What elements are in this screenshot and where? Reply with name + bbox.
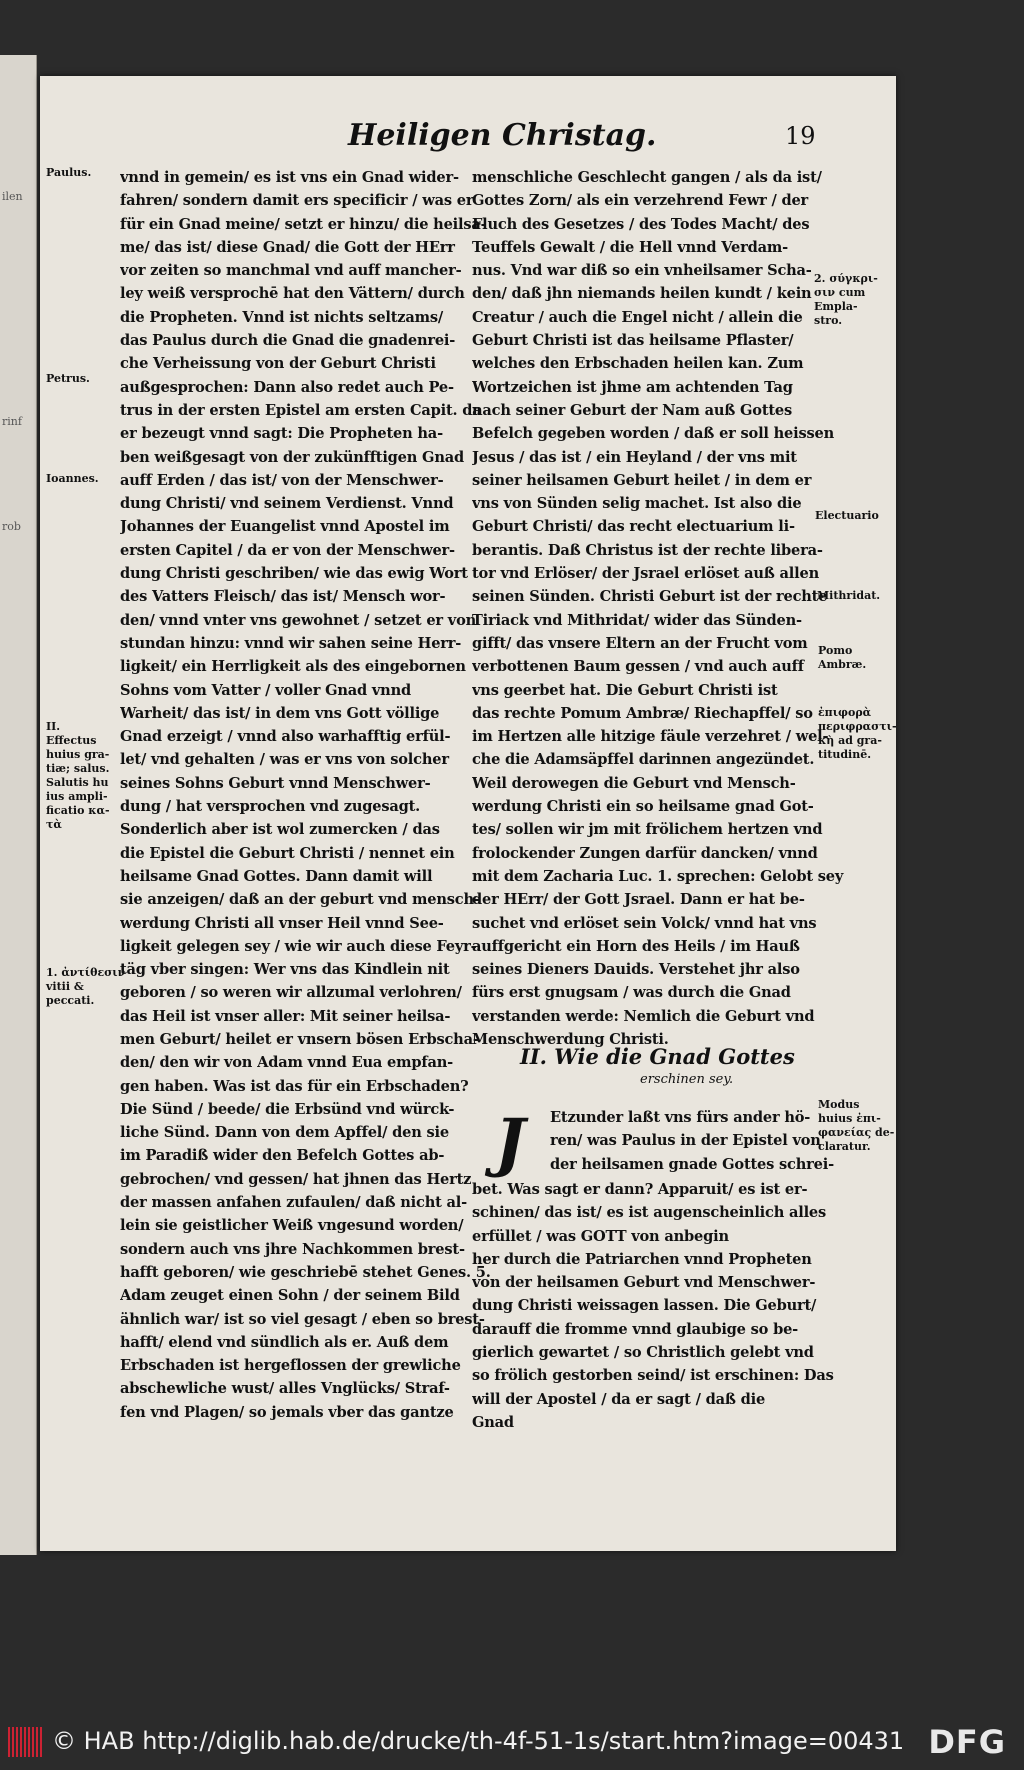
text-line: nus. Vnd war diß so ein vnheilsamer Scha-	[472, 262, 812, 280]
text-line: heilsame Gnad Gottes. Dann damit will	[120, 867, 433, 885]
text-line: erfüllet / was GOTT von anbegin	[472, 1227, 729, 1245]
margin-note-pomo: Pomo Ambræ.	[818, 644, 867, 671]
text-line: che die Adamsäpffel darinnen angezündet.	[472, 751, 815, 769]
text-line: die Propheten. Vnnd ist nichts seltzams/	[120, 308, 444, 326]
text-line: dung Christi geschriben/ wie das ewig Wort	[120, 565, 468, 583]
text-line: Fluch des Gesetzes / des Todes Macht/ des	[472, 215, 810, 233]
viewer-footer	[0, 1715, 1024, 1770]
text-line: sondern auch vns jhre Nachkommen brest-	[120, 1240, 465, 1258]
text-line: ligkeit gelegen sey / wie wir auch diese Feyr-	[120, 937, 477, 955]
text-line: Erbschaden ist hergeflossen der grewliche	[120, 1357, 461, 1375]
source-url-link[interactable]: © HAB http://diglib.hab.de/drucke/th-4f-51-1s/start.htm?image=00431	[52, 1727, 905, 1755]
text-line: Teuffels Gewalt / die Hell vnnd Verdam-	[472, 238, 788, 256]
text-line: Jesus / das ist / ein Heyland / der vns mit	[472, 448, 797, 466]
text-line: abschewliche wust/ alles Vnglücks/ Straf-	[120, 1380, 450, 1398]
margin-note-ioannes: Ioannes.	[46, 472, 99, 485]
text-line: außgesprochen: Dann also redet auch Pe-	[120, 378, 454, 396]
margin-note-petrus: Petrus.	[46, 372, 90, 385]
text-line: Die Sünd / beede/ die Erbsünd vnd würck-	[120, 1100, 455, 1118]
text-line: seinen Sünden. Christi Geburt ist der rechte	[472, 588, 828, 606]
text-line: me/ das ist/ diese Gnad/ die Gott der HErr	[120, 238, 455, 256]
text-line: ben weißgesagt von der zukünfftigen Gnad	[120, 448, 464, 466]
text-line: Befelch gegeben worden / daß er soll heissen	[472, 425, 835, 443]
text-line: ren/ was Paulus in der Epistel von	[550, 1132, 821, 1150]
text-line: das Paulus durch die Gnad die gnadenrei-	[120, 332, 456, 350]
text-line: er bezeugt vnnd sagt: Die Propheten ha-	[120, 425, 443, 443]
text-line: fürs erst gnugsam / was durch die Gnad	[472, 984, 791, 1002]
text-line: schinen/ das ist/ es ist augenscheinlich alles	[472, 1204, 827, 1222]
text-line: Sonderlich aber ist wol zumercken / das	[120, 821, 440, 839]
text-line: für ein Gnad meine/ setzt er hinzu/ die heilsa-	[120, 215, 487, 233]
text-line: des Vatters Fleisch/ das ist/ Mensch wor-	[120, 588, 446, 606]
adjacent-page-fragment: ilen	[2, 190, 23, 203]
margin-note-electuario: Electuario	[815, 509, 879, 522]
text-line: werdung Christi ein so heilsame gnad Got-	[472, 798, 814, 816]
text-line: bet. Was sagt er dann? Apparuit/ es ist er-	[472, 1181, 808, 1198]
text-line: verbottenen Baum gessen / vnd auch auff	[472, 658, 804, 676]
left-text-column	[120, 166, 498, 1424]
text-line: men Geburt/ heilet er vnsern bösen Erbscha-	[120, 1030, 479, 1048]
text-line: den/ daß jhn niemands heilen kundt / kein	[472, 285, 812, 303]
text-line: dung / hat versprochen vnd zugesagt.	[120, 798, 421, 816]
text-line: vor zeiten so manchmal vnd auff mancher-	[120, 262, 462, 280]
text-line: vnnd in gemein/ es ist vns ein Gnad wider-	[120, 169, 459, 186]
text-line: nach seiner Geburt der Nam auß Gottes	[472, 401, 793, 419]
margin-note-epiphora: ἐπιφορὰ περιφραστι- κὴ ad gra- titudinē.	[818, 706, 897, 761]
text-line: gifft/ das vnsere Eltern an der Frucht vom	[472, 634, 808, 652]
text-line: so frölich gestorben seind/ ist erschinen: Das	[472, 1367, 834, 1385]
adjacent-page-fragment: rinf	[2, 415, 22, 428]
text-line: Weil derowegen die Geburt vnd Mensch-	[472, 774, 796, 792]
text-line: werdung Christi all vnser Heil vnnd See-	[120, 914, 444, 932]
text-line: darauff die fromme vnnd glaubige so be-	[472, 1320, 799, 1338]
text-line: hafft/ elend vnd sündlich als er. Auß dem	[120, 1333, 449, 1351]
adjacent-page-strip	[0, 55, 37, 1555]
right-text-column-continued	[472, 1178, 852, 1434]
text-line: will der Apostel / da er sagt / daß die	[472, 1390, 766, 1408]
text-line: berantis. Daß Christus ist der rechte libera-	[472, 541, 823, 559]
text-line: Geburt Christi ist das heilsame Pflaster/	[472, 332, 794, 350]
text-line: sie anzeigen/ daß an der geburt vnd mensch-	[120, 891, 480, 909]
section-heading: II. Wie die Gnad Gottes	[520, 1044, 795, 1069]
text-line: verstanden werde: Nemlich die Geburt vnd	[472, 1007, 815, 1025]
text-line: geboren / so weren wir allzumal verlohren/	[120, 984, 462, 1002]
margin-note-effectus: II. Effectus huius gra- tiæ; salus. Salutis hu ius ampli- ficatio κα- τὰ	[46, 720, 110, 831]
text-line: stundan hinzu: vnnd wir sahen seine Herr-	[120, 634, 462, 652]
text-line: ersten Capitel / da er von der Menschwer-	[120, 541, 455, 559]
text-line: seines Dieners Dauids. Verstehet jhr also	[472, 961, 800, 979]
text-line: trus in der ersten Epistel am ersten Capit. da	[120, 401, 482, 419]
text-line: Etzunder laßt vns fürs ander hö-	[550, 1109, 811, 1126]
margin-note-paulus: Paulus.	[46, 166, 92, 179]
text-line: Tiriack vnd Mithridat/ wider das Sünden-	[472, 611, 802, 629]
text-line: der HErr/ der Gott Jsrael. Dann er hat be-	[472, 891, 805, 909]
text-line: die Epistel die Geburt Christi / nennet ein	[120, 844, 455, 862]
text-line: vns geerbet hat. Die Geburt Christi ist	[472, 681, 778, 699]
text-line: von der heilsamen Geburt vnd Menschwer-	[472, 1274, 816, 1292]
text-line: gen haben. Was ist das für ein Erbschaden?	[120, 1077, 469, 1095]
text-line: das rechte Pomum Ambræ/ Riechapffel/ so	[472, 704, 813, 722]
text-line: täg vber singen: Wer vns das Kindlein nit	[120, 961, 450, 979]
text-line: mit dem Zacharia Luc. 1. sprechen: Gelobt sey	[472, 867, 844, 885]
text-line: hafft geboren/ wie geschriebē stehet Genes. 5.	[120, 1263, 491, 1281]
text-line: im Hertzen alle hitzige fäule verzehret / wel-	[472, 728, 829, 746]
text-line: auffgericht ein Horn des Heils / im Hauß	[472, 937, 800, 955]
text-line: auff Erden / das ist/ von der Menschwer-	[120, 471, 444, 489]
text-line: seines Sohns Geburt vnnd Menschwer-	[120, 774, 431, 792]
right-text-column	[472, 166, 852, 1051]
text-line: Johannes der Euangelist vnnd Apostel im	[120, 518, 450, 536]
text-line: gierlich gewartet / so Christlich gelebt vnd	[472, 1344, 814, 1362]
text-line: welches den Erbschaden heilen kan. Zum	[472, 355, 804, 373]
text-line: im Paradiß wider den Befelch Gottes ab-	[120, 1147, 445, 1165]
text-line: vns von Sünden selig machet. Ist also die	[472, 495, 802, 513]
text-line: dung Christi/ vnd seinem Verdienst. Vnnd	[120, 495, 454, 513]
text-line: Gnad erzeigt / vnnd also warhafftig erfül-	[120, 728, 451, 746]
text-line: frolockender Zungen darfür dancken/ vnnd	[472, 844, 818, 862]
text-line: Geburt Christi/ das recht electuarium li-	[472, 518, 795, 536]
text-line: den/ vnnd vnter vns gewohnet / setzet er von	[120, 611, 477, 629]
text-line: lein sie geistlicher Weiß vngesund worden/	[120, 1217, 464, 1235]
text-line: Wortzeichen ist jhme am achtenden Tag	[472, 378, 793, 396]
running-title: Heiligen Christag.	[348, 118, 657, 153]
text-line: Menschwerdung Christi.	[472, 1030, 669, 1048]
dfg-logo: DFG	[928, 1723, 1006, 1761]
adjacent-page-fragment: rob	[2, 520, 21, 533]
text-line: Sohns vom Vatter / voller Gnad vnnd	[120, 681, 411, 699]
text-line: dung Christi weissagen lassen. Die Geburt/	[472, 1297, 817, 1315]
text-line: fen vnd Plagen/ so jemals vber das gantze	[120, 1403, 454, 1421]
text-line: Gottes Zorn/ als ein verzehrend Fewr / der	[472, 192, 809, 210]
text-line: Gnad	[472, 1413, 514, 1431]
margin-note-cum: 2. σύγκρι- σιν cum Empla- stro.	[814, 272, 878, 327]
text-line: let/ vnd gehalten / was er vns von solcher	[120, 751, 449, 769]
text-line: ligkeit/ ein Herrligkeit als des eingebornen	[120, 658, 466, 676]
dropcap-text-lines	[550, 1106, 850, 1176]
page-number: 19	[785, 122, 816, 150]
text-line: che Verheissung von der Geburt Christi	[120, 355, 436, 373]
text-line: der heilsamen gnade Gottes schrei-	[550, 1155, 834, 1173]
text-line: menschliche Geschlecht gangen / als da ist/	[472, 169, 822, 186]
drop-capital: J	[494, 1105, 526, 1180]
text-line: Creatur / auch die Engel nicht / allein die	[472, 308, 803, 326]
margin-note-modus: Modus huius ἐπι- φανείας de- claratur.	[818, 1098, 895, 1153]
section-subheading: erschinen sey.	[640, 1072, 734, 1087]
text-line: gebrochen/ vnd gessen/ hat jhnen das Hertz	[120, 1170, 472, 1188]
text-line: das Heil ist vnser aller: Mit seiner heilsa-	[120, 1007, 451, 1025]
text-line: seiner heilsamen Geburt heilet / in dem er	[472, 471, 812, 489]
text-line: suchet vnd erlöset sein Volck/ vnnd hat vns	[472, 914, 817, 932]
text-line: Warheit/ das ist/ in dem vns Gott völlige	[120, 704, 440, 722]
text-line: ähnlich war/ ist so viel gesagt / eben so brest-	[120, 1310, 485, 1328]
margin-note-mithridat: Mithridat.	[817, 589, 881, 602]
text-line: fahren/ sondern damit ers specificir / was er	[120, 192, 474, 210]
text-line: her durch die Patriarchen vnnd Propheten	[472, 1250, 812, 1268]
text-line: Adam zeuget einen Sohn / der seinem Bild	[120, 1287, 460, 1305]
text-line: liche Sünd. Dann von dem Apffel/ den sie	[120, 1124, 449, 1142]
text-line: tes/ sollen wir jm mit frölichem hertzen vnd	[472, 821, 823, 839]
margin-note-vitii: 1. ἀντίθεσιν vitii & peccati.	[46, 966, 126, 1007]
text-line: den/ den wir von Adam vnnd Eua empfan-	[120, 1054, 453, 1072]
library-logo-icon	[8, 1727, 42, 1757]
document-page	[40, 76, 896, 1551]
text-line: tor vnd Erlöser/ der Jsrael erlöset auß allen	[472, 565, 819, 583]
text-line: der massen anfahen zufaulen/ daß nicht al-	[120, 1194, 468, 1212]
text-line: ley weiß versprochē hat den Vättern/ durch	[120, 285, 465, 303]
